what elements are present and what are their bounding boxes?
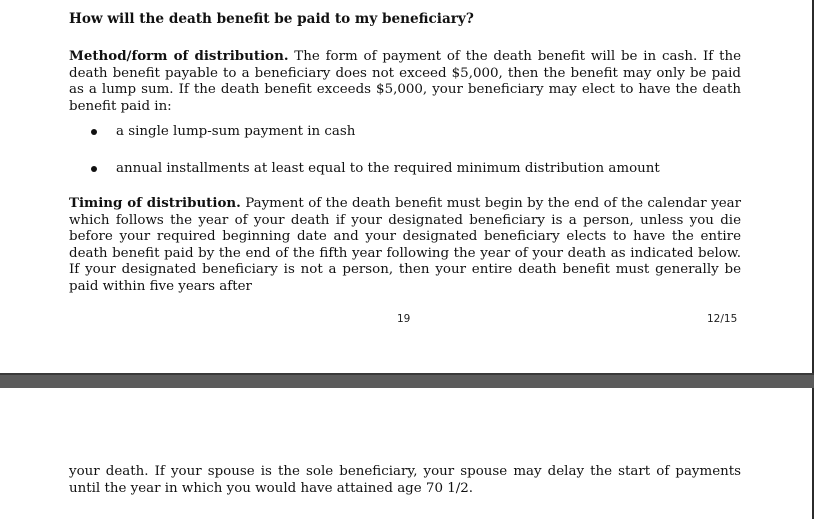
form-date-code: 12/15 [707, 313, 738, 325]
list-item [88, 124, 738, 144]
timing-paragraph [69, 195, 741, 296]
method-label: Method/form of distribution. [69, 48, 289, 64]
timing-label: Timing of distribution. [69, 195, 241, 211]
list-item-text: a single lump-sum payment in cash [116, 124, 356, 139]
list-item [88, 161, 738, 181]
page-separator [0, 373, 814, 388]
method-paragraph [69, 48, 741, 115]
list-item-text: annual installments at least equal to the required minimum distribution amount [116, 161, 660, 176]
method-text: The form of payment of the death benefit will be in cash. If the death benefit payable to a beneficiary does not exceed $5,000, then the benefit may only be paid as a lump sum. If the death benefit exceeds $5,000, your beneficiary may elect to have the death benefit paid in: [69, 49, 741, 114]
bullet-icon [91, 129, 97, 135]
continuation-text: your death. If your spouse is the sole beneficiary, your spouse may delay the start of payments until the year in which you would have attained age 70 1/2. [69, 464, 741, 496]
continuation-paragraph [69, 464, 741, 497]
page-number: 19 [397, 313, 411, 325]
document-page-bottom [0, 388, 814, 519]
bullet-icon [91, 166, 97, 172]
timing-text: Payment of the death benefit must begin by the end of the calendar year which follows the year of your death if your designated beneficiary is a person, unless you die before your required beginning date and your designated beneficiary elects to have the entire death benefit paid by the end of the fifth year following the year of your death as indicated below. If your designated beneficiary is not a person, then your entire death benefit must generally be paid within five years after [69, 196, 742, 294]
section-heading: How will the death benefit be paid to my beneficiary? [69, 11, 474, 27]
distribution-options-list [88, 124, 738, 198]
